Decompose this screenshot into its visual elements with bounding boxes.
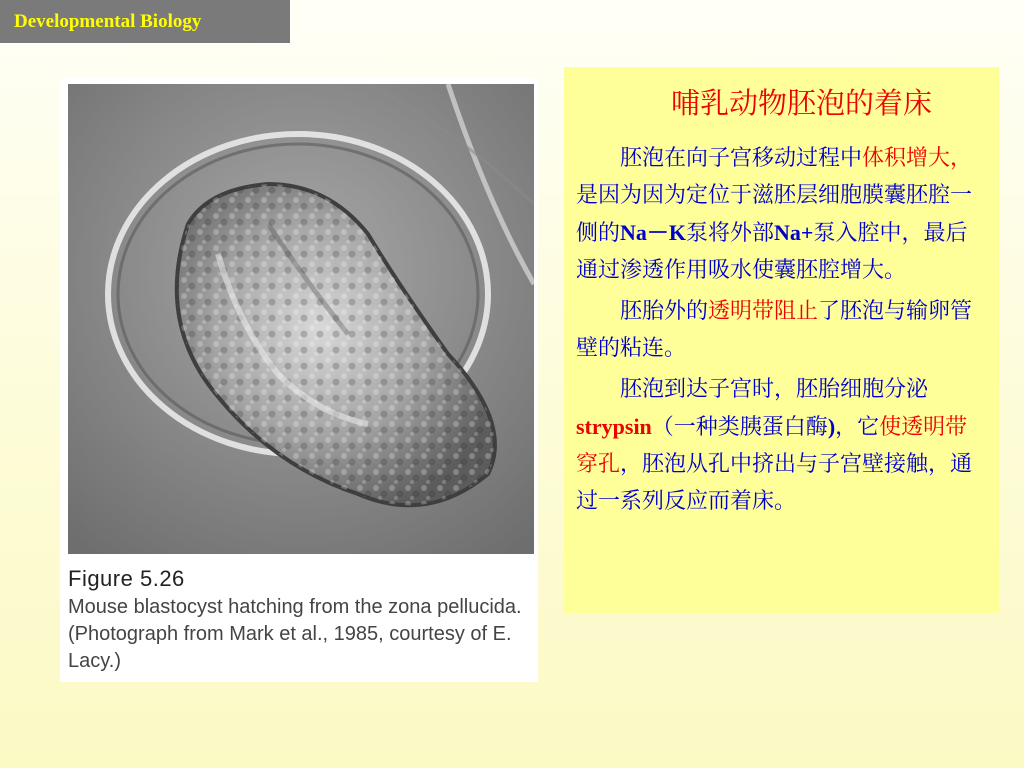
p1-text-g: 泵入腔中，最后通过渗透作用吸水使囊胚腔增大。 [576,221,968,283]
course-label: Developmental Biology [0,0,290,43]
p3-text-g: ，胚泡从孔中挤出与子宫壁接触，通过一系列反应而着床。 [576,452,973,514]
p3-text-c: （一种类胰蛋白酶 [651,415,828,440]
p1-text-a: 胚泡在向子宫移动过程中 [620,146,863,171]
figure-caption: Mouse blastocyst hatching from the zona pellucida. (Photograph from Mark et al., 1985, courtesy of E. Lacy.) [68,596,522,672]
p1-text-e: 泵将外部 [686,221,775,246]
p1-highlight: 体积增大， [862,146,973,171]
explanation-box [564,67,999,613]
p2-text-a: 胚胎外的 [620,299,709,324]
p1-text-c: 是因为因为定位于滋胚层细胞膜囊胚腔一侧的 [576,183,973,246]
box-title: 哺乳动物胚泡的着床 [670,86,932,120]
figure-title: Figure 5.26 [68,566,185,591]
p1-pump-name: Na－K [620,220,687,245]
paragraph-3 [576,371,987,520]
p3-highlight: 使透明带穿孔 [576,415,968,477]
p1-ion: Na+ [774,220,814,245]
figure-panel [60,78,538,682]
blastocyst-micrograph [68,84,534,624]
p3-paren: ) [827,414,836,439]
p3-text-a: 胚泡到达子宫时，胚胎细胞分泌 [620,377,929,402]
p2-highlight: 透明带阻止 [708,299,819,324]
p3-text-e: ，它 [835,415,880,440]
paragraph-2 [576,293,987,367]
p2-text-c: 了胚泡与输卵管壁的粘连。 [576,299,973,361]
paragraph-1 [576,140,987,289]
p3-enzyme: strypsin [576,414,652,439]
